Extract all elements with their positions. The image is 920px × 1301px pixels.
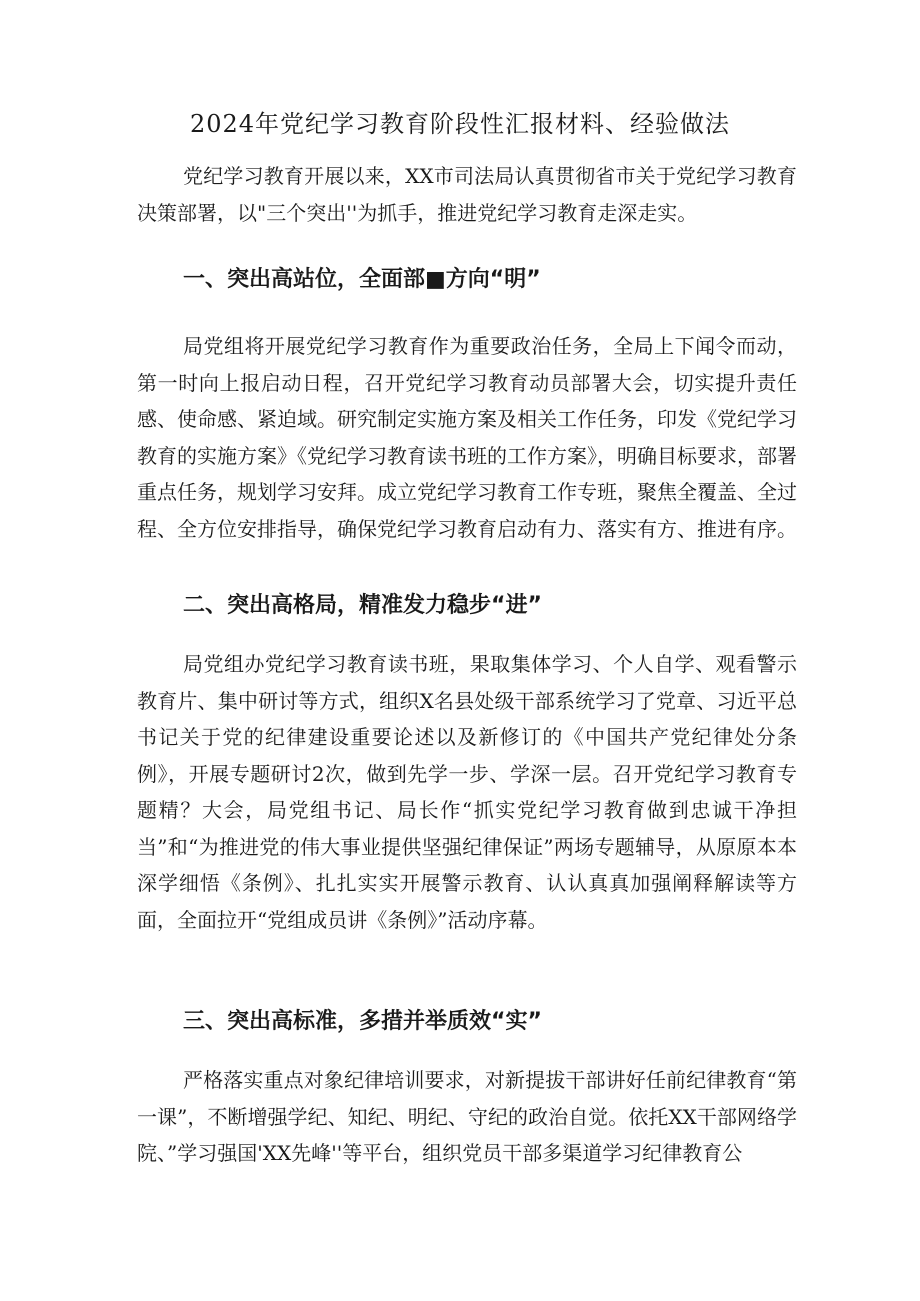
- section-3-paragraph: 严格落实重点对象纪律培训要求，对新提拔干部讲好任前纪律教育“第一课”，不断增强学纪、知纪、明纪、守纪的政治自觉。依托XX干部网络学院、”学习强国'XX先峰''等平台，组织党员干部多渠道学习纪律教育公: [137, 1068, 797, 1165]
- intro-paragraph: 党纪学习教育开展以来，XX市司法局认真贯彻省市关于党纪学习教育决策部署，以"三个突出''为抓手，推进党纪学习教育走深走实。: [137, 164, 797, 225]
- section-2-paragraph: 局党组办党纪学习教育读书班，果取集体学习、个人自学、观看警示教育片、集中研讨等方式，组织X名县处级干部系统学习了党章、习近平总书记关于党的纪律建设重要论述以及新修订的《中国共产党纪律处分条例》，开展专题研讨2次，做到先学一步、学深一层。召开党纪学习教育专题精？大会，局党组书记、局长作“抓实党纪学习教育做到忠诚干净担当”和“为推进党的伟大事业提供坚强纪律保证”两场专题辅导，从原原本本深学细悟《条例》、扎扎实实开展警示教育、认认真真加强阐释解读等方面，全面拉开“党组成员讲《条例》”活动序幕。: [137, 652, 797, 932]
- section-3-heading: 三、突出高标准，多措并举质效“实”: [183, 1009, 542, 1034]
- section-1-paragraph: 局党组将开展党纪学习教育作为重要政治任务，全局上下闻令而动，第一时向上报启动日程，召开党纪学习教育动员部署大会，切实提升责任感、使命感、紧迫域。研究制定实施方案及相关工作任务，印发《党纪学习教育的实施方案》《党纪学习教育读书班的工作方案》，明确目标要求，部署重点任务，规划学习安拜。成立党纪学习教育工作专班，聚焦全覆盖、全过程、全方位安排指导，确保党纪学习教育启动有力、落实有方、推进有序。: [137, 334, 797, 541]
- document-title: 2024年党纪学习教育阶段性汇报材料、经验做法: [189, 110, 731, 138]
- section-1-heading: 一、突出高站位，全面部■方向“明”: [183, 267, 541, 292]
- section-2-heading: 二、突出高格局，精准发力稳步“进”: [183, 593, 542, 618]
